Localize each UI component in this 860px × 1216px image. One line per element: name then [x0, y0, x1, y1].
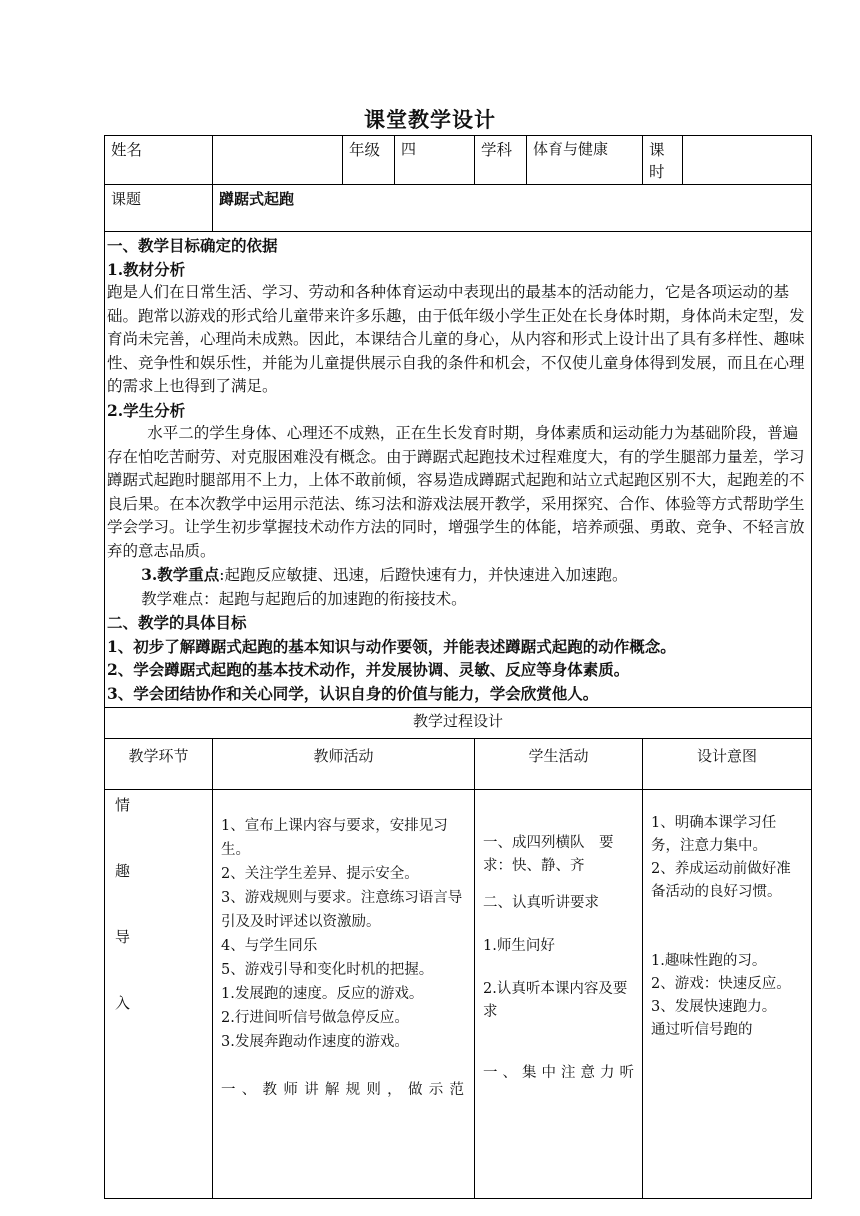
process-title-row: [105, 708, 812, 739]
material-text: 跑是人们在日常生活、学习、劳动和各种体育运动中表现出的最基本的活动能力，它是各项运动的基础。跑常以游戏的形式给儿童带来许多乐趣，由于低年级小学生正处在长身体时期，身体尚未定型，发育尚未完善，心理尚未成熟。因此，本课结合儿童的身心，从内容和形式上设计出了具有多样性、趣味性、竞争性和娱乐性，并能为儿童提供展示自我的条件和机会，不仅使儿童身体得到发展，而且在心理的需求上也得到了满足。: [107, 283, 805, 395]
intent-item: 1.趣味性跑的习。: [651, 953, 767, 969]
teacher-item: 3、游戏规则与要求。注意练习语言导引及及时评述以资激励。: [221, 890, 463, 930]
student-analysis-heading: 2.学生分析: [107, 400, 186, 420]
student-item: 一、集中注意力听: [483, 1065, 634, 1081]
objectives-cell: [105, 232, 812, 708]
key-point-label: 3.教学重点: [141, 565, 220, 584]
stage-char: 趣: [115, 862, 131, 880]
section2-heading: 二、教学的具体目标: [107, 613, 247, 632]
student-activity-cell: [475, 790, 643, 1199]
student-item: 二、认真听讲要求: [483, 895, 599, 911]
teacher-item: 3.发展奔跑动作速度的游戏。: [221, 1034, 409, 1050]
teacher-activity-cell: [213, 790, 475, 1199]
objectives-row: [105, 232, 812, 708]
name-value: [213, 136, 343, 185]
goal-item: 1、初步了解蹲踞式起跑的基本知识与动作要领，并能表述蹲踞式起跑的动作概念。: [107, 636, 676, 656]
design-intent-cell: [643, 790, 812, 1199]
student-item: 一、成四列横队 要求：快、静、齐: [483, 835, 614, 874]
goal-item: 2、学会蹲踞式起跑的基本技术动作，并发展协调、灵敏、反应等身体素质。: [107, 660, 630, 679]
intent-item: 通过听信号跑的: [651, 1022, 753, 1038]
grade-label: 年级: [343, 136, 395, 185]
process-title: 教学过程设计: [105, 708, 812, 739]
stage-char: 情: [115, 796, 131, 814]
intent-item: 1、明确本课学习任务，注意力集中。: [651, 815, 777, 854]
intent-item: 3、发展快速跑力。: [651, 999, 777, 1015]
section1-heading: 一、教学目标确定的依据: [107, 236, 278, 255]
key-point: [107, 563, 809, 588]
subject-value: 体育与健康: [527, 136, 643, 185]
intent-item: 2、游戏：快速反应。: [651, 976, 791, 992]
teacher-item: 1.发展跑的速度。反应的游戏。: [221, 986, 424, 1002]
student-item: 2.认真听本课内容及要求: [483, 981, 628, 1020]
stage-char: 导: [115, 928, 131, 946]
material-heading: 1.教材分析: [107, 259, 186, 279]
intent-item: 2、养成运动前做好准备活动的良好习惯。: [651, 861, 791, 900]
key-point-text: :起跑反应敏捷、迅速，后蹬快速有力，并快速进入加速跑。: [219, 566, 628, 584]
difficulty-text: 教学难点：起跑与起跑后的加速跑的衔接技术。: [141, 589, 467, 608]
grade-value: 四: [395, 136, 475, 185]
teacher-item: 2.行进间听信号做急停反应。: [221, 1010, 409, 1026]
topic-row: [105, 185, 812, 232]
period-label: 课时: [643, 136, 683, 185]
teacher-item: 4、与学生同乐: [221, 938, 318, 954]
stage-char: 入: [115, 994, 131, 1012]
name-label: 姓名: [105, 136, 213, 185]
process-column-headers: [105, 739, 812, 790]
header-row: [105, 136, 812, 185]
teacher-item: 一、教师讲解规则，做示范: [221, 1082, 464, 1098]
topic-label: 课题: [105, 185, 213, 232]
column-header-teacher: 教师活动: [213, 739, 475, 790]
column-header-student: 学生活动: [475, 739, 643, 790]
lesson-plan-table: [104, 135, 812, 1199]
topic-value: 蹲踞式起跑: [213, 185, 812, 232]
student-analysis-text: 水平二的学生身体、心理还不成熟，正在生长发育时期，身体素质和运动能力为基础阶段，普遍存在怕吃苦耐劳、对克服困难没有概念。由于蹲踞式起跑技术过程难度大，有的学生腿部力量差，学习蹲踞式起跑时腿部用不上力，上体不敢前倾，容易造成蹲踞式起跑和站立式起跑区别不大，起跑差的不良后果。在本次教学中运用示范法、练习法和游戏法展开教学，采用探究、合作、体验等方式帮助学生学会学习。让学生初步掌握技术动作方法的同时，增强学生的体能，培养顽强、勇敢、竞争、不轻言放弃的意志品质。: [107, 424, 805, 560]
process-row-intro: [105, 790, 812, 1199]
teacher-item: 1、宣布上课内容与要求，安排见习生。: [221, 818, 448, 858]
subject-label: 学科: [475, 136, 527, 185]
student-item: 1.师生问好: [483, 938, 555, 954]
teacher-item: 5、游戏引导和变化时机的把握。: [221, 962, 434, 978]
column-header-stage: 教学环节: [105, 739, 213, 790]
period-value: [683, 136, 812, 185]
teacher-item: 2、关注学生差异、提示安全。: [221, 866, 419, 882]
column-header-intent: 设计意图: [643, 739, 812, 790]
stage-cell: [105, 790, 213, 1199]
page-title: 课堂教学设计: [364, 107, 496, 132]
goal-item: 3、学会团结协作和关心同学，认识自身的价值与能力，学会欣赏他人。: [107, 683, 599, 703]
